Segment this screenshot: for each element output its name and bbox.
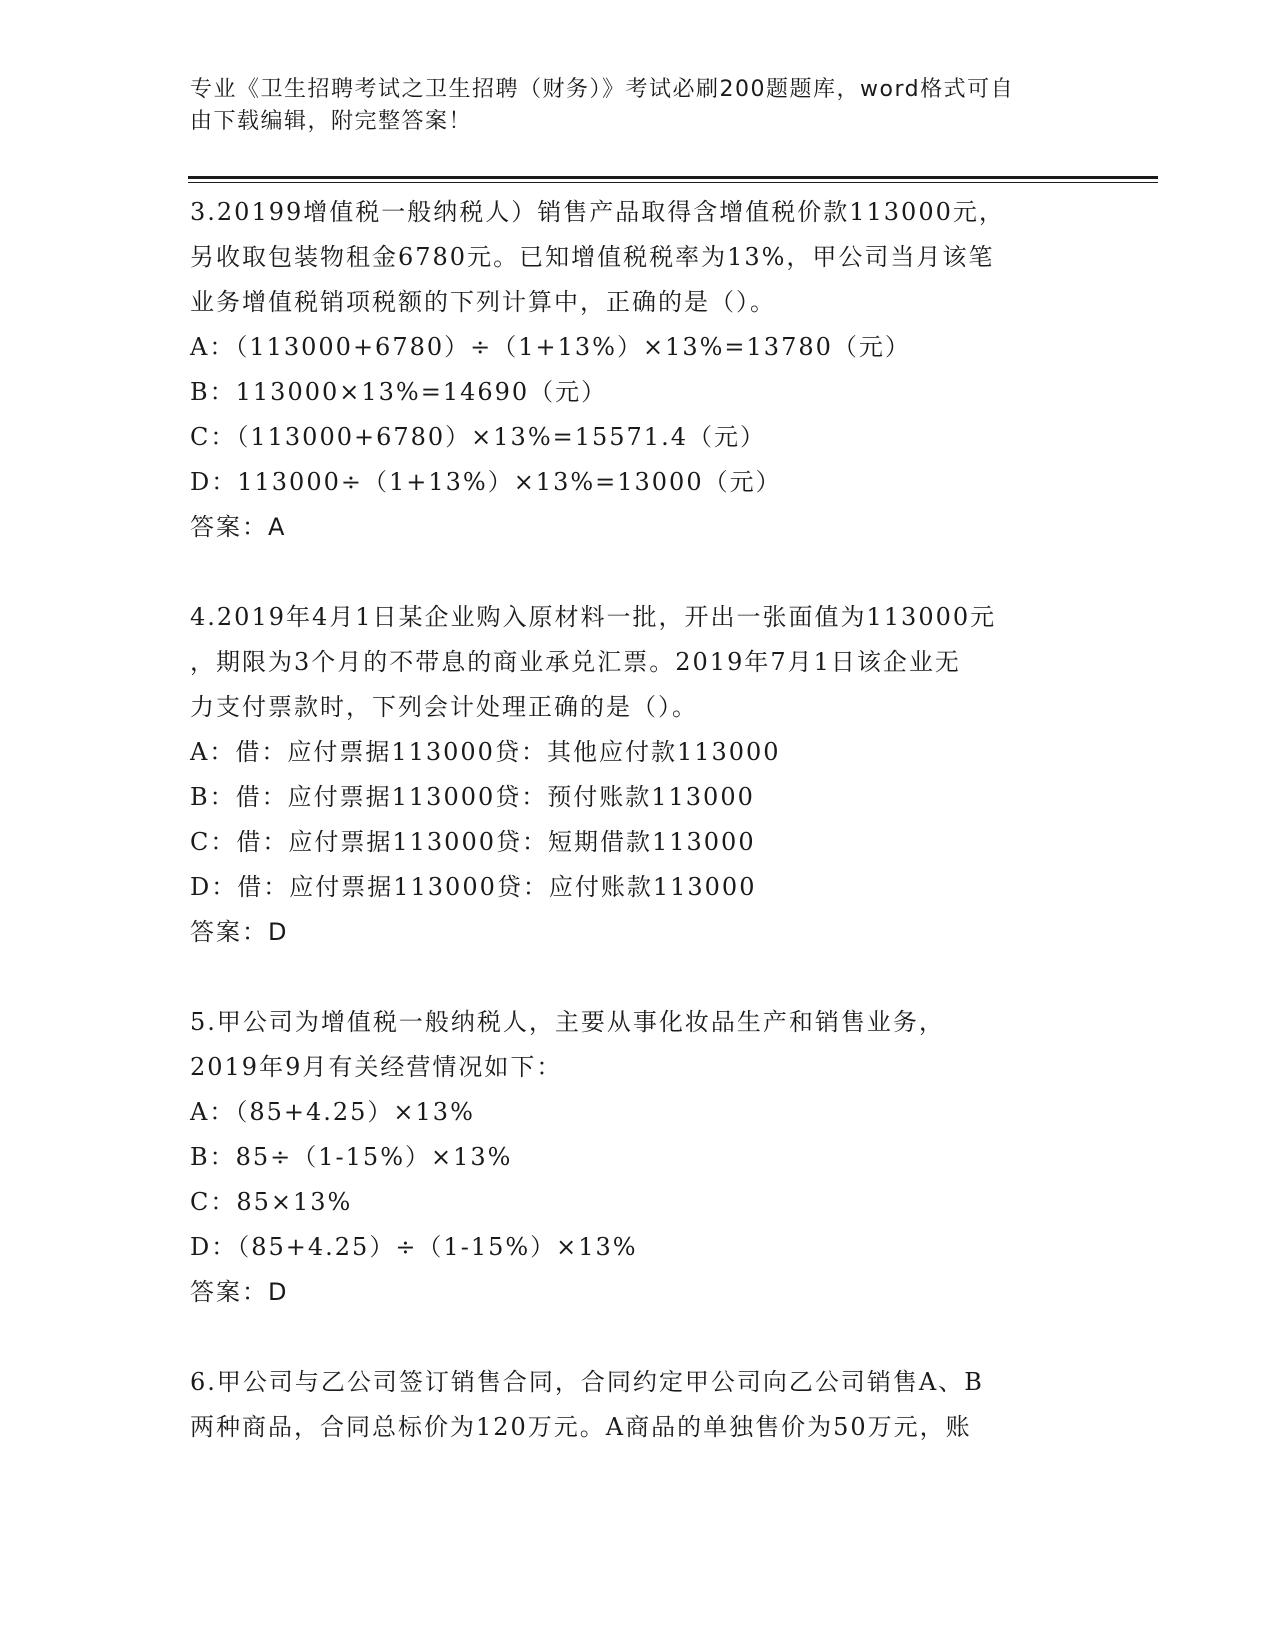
spacer — [190, 550, 1090, 595]
question-3 — [190, 190, 1090, 550]
option-a: A：（85+4.25）×13% — [190, 1098, 475, 1126]
option-b: B：借：应付票据113000贷：预付账款113000 — [190, 783, 755, 811]
option-b: B：85÷（1-15%）×13% — [190, 1143, 513, 1171]
option-d: D：（85+4.25）÷（1-15%）×13% — [190, 1233, 638, 1261]
question-stem-line: 力支付票款时，下列会计处理正确的是（）。 — [190, 693, 698, 721]
question-stem-line: 两种商品，合同总标价为120万元。A商品的单独售价为50万元，账 — [190, 1413, 972, 1441]
option-d: D：113000÷（1+13%）×13%=13000（元） — [190, 468, 782, 496]
option-a: A：借：应付票据113000贷：其他应付款113000 — [190, 738, 781, 766]
option-c: C：（113000+6780）×13%=15571.4（元） — [190, 423, 766, 451]
question-stem-line: 6.甲公司与乙公司签订销售合同，合同约定甲公司向乙公司销售A、B — [190, 1368, 984, 1396]
option-c: C：85×13% — [190, 1188, 353, 1216]
option-c: C：借：应付票据113000贷：短期借款113000 — [190, 828, 756, 856]
question-6 — [190, 1360, 1090, 1450]
answer-line: 答案：D — [190, 1278, 289, 1306]
question-stem-line: 4.2019年4月1日某企业购入原材料一批，开出一张面值为113000元 — [190, 603, 997, 631]
option-a: A：（113000+6780）÷（1+13%）×13%=13780（元） — [190, 333, 911, 361]
question-stem-line: 5.甲公司为增值税一般纳税人，主要从事化妆品生产和销售业务， — [190, 1008, 945, 1036]
document-header — [190, 74, 1070, 138]
answer-line: 答案：D — [190, 918, 289, 946]
option-b: B：113000×13%=14690（元） — [190, 378, 608, 406]
header-rule — [188, 176, 1158, 179]
question-stem-line: ，期限为3个月的不带息的商业承兑汇票。2019年7月1日该企业无 — [190, 648, 961, 676]
question-4 — [190, 595, 1090, 955]
answer-line: 答案：A — [190, 513, 287, 541]
header-line-1: 专业《卫生招聘考试之卫生招聘（财务）》考试必刷200题题库，word格式可自 — [190, 77, 1015, 102]
question-5 — [190, 1000, 1090, 1315]
question-stem-line: 2019年9月有关经营情况如下： — [190, 1053, 563, 1081]
spacer — [190, 1315, 1090, 1360]
question-stem-line: 另收取包装物租金6780元。已知增值税税率为13%，甲公司当月该笔 — [190, 243, 995, 271]
question-stem-line: 3.20199增值税一般纳税人）销售产品取得含增值税价款113000元， — [190, 198, 1005, 226]
header-line-2: 由下载编辑，附完整答案！ — [190, 109, 473, 134]
option-d: D：借：应付票据113000贷：应付账款113000 — [190, 873, 757, 901]
spacer — [190, 955, 1090, 1000]
question-list — [190, 190, 1090, 1450]
question-stem-line: 业务增值税销项税额的下列计算中，正确的是（）。 — [190, 288, 776, 316]
header-rule-thin — [188, 182, 1158, 183]
